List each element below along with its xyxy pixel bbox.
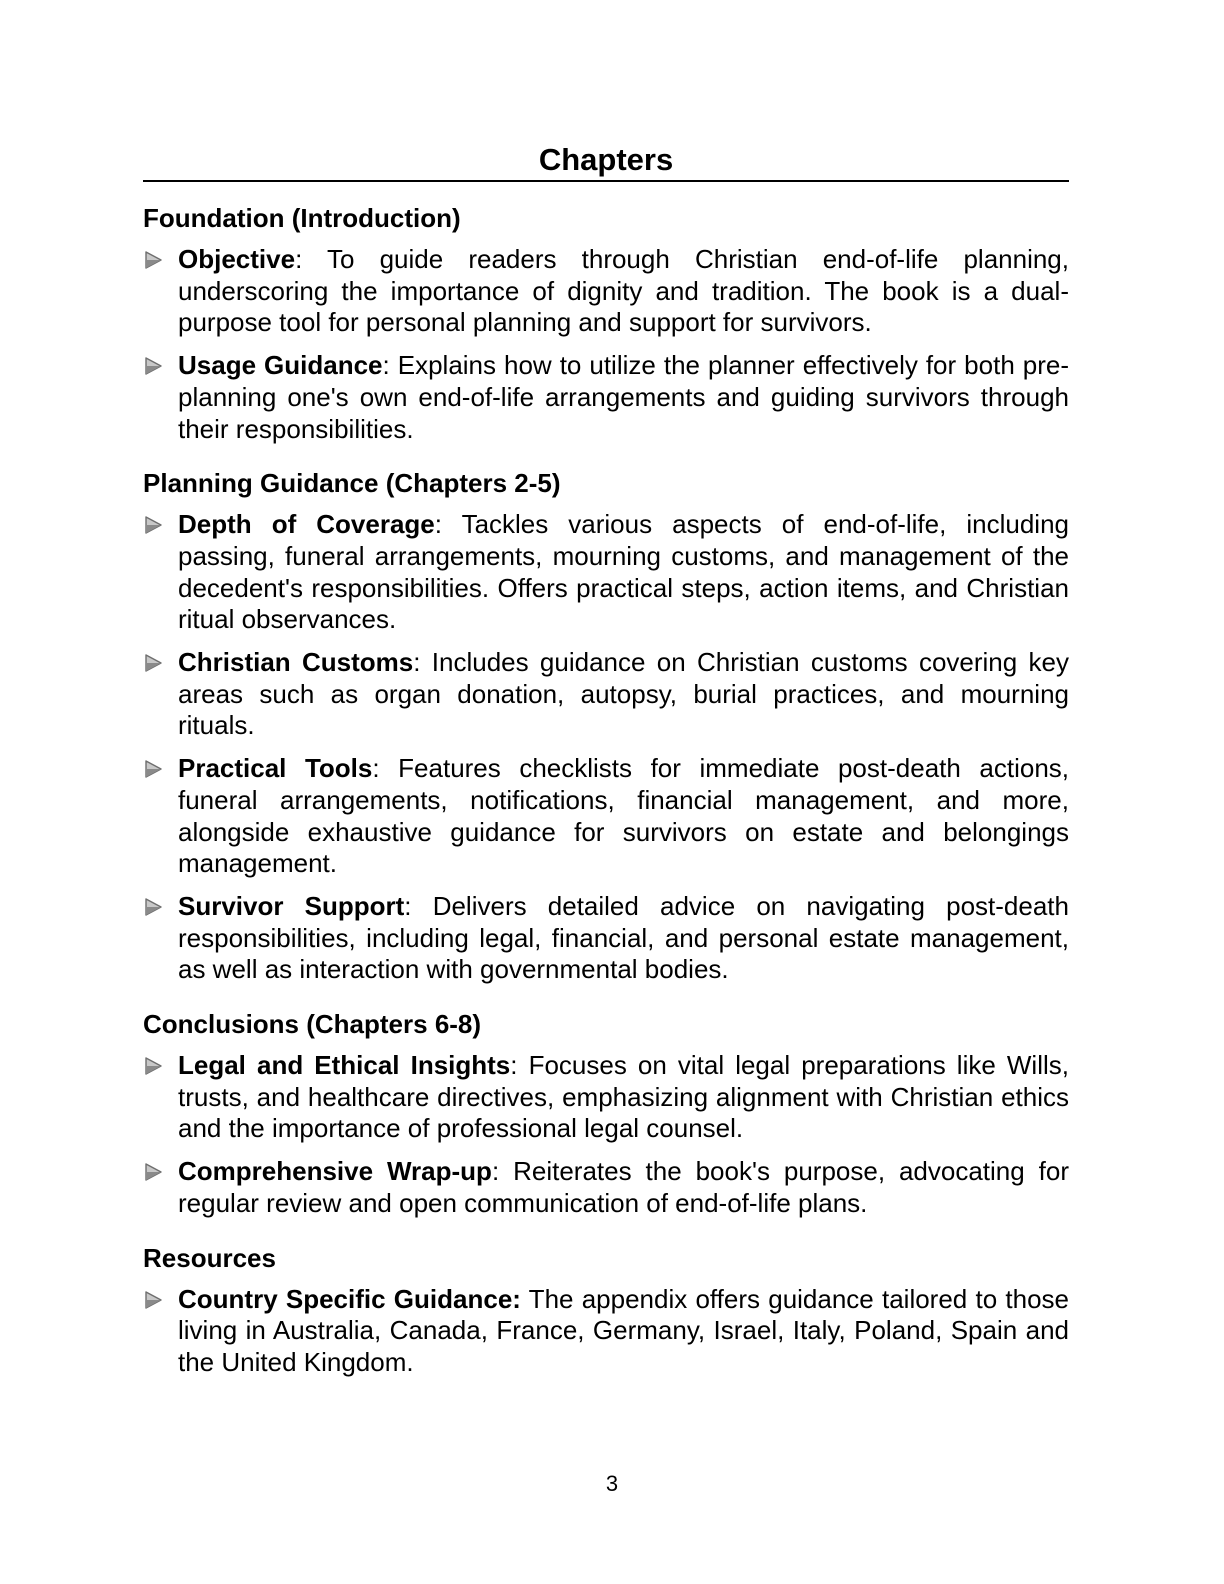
list-item xyxy=(143,1156,1069,1219)
item-description: Explains how to utilize the planner effectively for both pre-planning one's own end-of-life arrangements and guiding survivors through their responsibilities. xyxy=(178,350,1070,444)
chapter-section xyxy=(143,202,1069,445)
item-description: Features checklists for immediate post-death actions, funeral arrangements, notifications, financial management, and more, alongside exhaustive guidance for survivors on estate and belongings management. xyxy=(178,753,1070,879)
page-content xyxy=(143,140,1069,1401)
chapter-section xyxy=(143,1242,1069,1379)
triangle-bullet-icon xyxy=(143,1056,163,1076)
item-description: The appendix offers guidance tailored to those living in Australia, Canada, France, Germany, Israel, Italy, Poland, Spain and the United Kingdom. xyxy=(178,1283,1069,1377)
item-description: Delivers detailed advice on navigating post-death responsibilities, including legal, financial, and personal estate management, as well as interaction with governmental bodies. xyxy=(178,890,1069,985)
item-term: Objective xyxy=(178,244,296,274)
triangle-bullet-icon xyxy=(143,356,163,376)
item-separator: : xyxy=(510,1050,518,1081)
item-term: Depth of Coverage xyxy=(178,509,435,540)
list-item xyxy=(143,753,1069,880)
item-description: Includes guidance on Christian customs covering key areas such as organ donation, autopsy, burial practices, and mourning rituals. xyxy=(178,647,1069,741)
triangle-bullet-icon xyxy=(143,250,163,270)
list-item xyxy=(143,1050,1069,1145)
item-description: Focuses on vital legal preparations like Wills, trusts, and healthcare directives, emphasizing alignment with Christian ethics and the importance of professional legal counsel. xyxy=(178,1050,1069,1144)
list-item xyxy=(143,509,1069,636)
list-item xyxy=(143,1284,1069,1379)
item-separator: : xyxy=(382,350,390,381)
page-number: 3 xyxy=(605,1471,619,1496)
chapter-section xyxy=(143,467,1069,986)
item-term: Survivor Support xyxy=(178,890,405,921)
item-description: To guide readers through Christian end-of-life planning, underscoring the importance of dignity and tradition. The book is a dual-purpose tool for personal planning and support for survivors. xyxy=(178,244,1069,338)
section-heading: Planning Guidance (Chapters 2-5) xyxy=(143,468,561,499)
item-term: Christian Customs xyxy=(178,647,414,678)
section-heading: Conclusions (Chapters 6-8) xyxy=(143,1009,482,1040)
chapter-section xyxy=(143,1008,1069,1220)
list-item xyxy=(143,891,1069,986)
item-term: Country Specific Guidance: xyxy=(178,1283,521,1314)
item-separator: : xyxy=(413,647,421,678)
item-term: Usage Guidance xyxy=(178,350,383,381)
section-heading: Resources xyxy=(143,1242,276,1273)
item-separator: : xyxy=(491,1156,500,1187)
section-heading: Foundation (Introduction) xyxy=(143,203,461,233)
triangle-bullet-icon xyxy=(143,759,163,779)
triangle-bullet-icon xyxy=(143,897,163,917)
list-item xyxy=(143,244,1069,339)
triangle-bullet-icon xyxy=(143,1290,163,1310)
item-term: Legal and Ethical Insights xyxy=(178,1050,511,1081)
item-term: Comprehensive Wrap-up xyxy=(178,1156,492,1187)
list-item xyxy=(143,647,1069,742)
page-title: Chapters xyxy=(143,140,1069,182)
chapter-sections xyxy=(143,202,1069,1379)
item-separator: : xyxy=(434,509,442,540)
item-separator: : xyxy=(404,890,412,921)
item-description: Reiterates the book's purpose, advocating for regular review and open communication of end-of-life plans. xyxy=(178,1156,1069,1218)
triangle-bullet-icon xyxy=(143,653,163,673)
item-separator: : xyxy=(372,753,380,784)
item-term: Practical Tools xyxy=(178,753,373,784)
item-description: Tackles various aspects of end-of-life, including passing, funeral arrangements, mourning customs, and management of the decedent's responsibilities. Offers practical steps, action items, and Christian ritual observances. xyxy=(178,509,1069,635)
triangle-bullet-icon xyxy=(143,1162,163,1182)
list-item xyxy=(143,350,1069,445)
item-separator: : xyxy=(295,244,303,274)
triangle-bullet-icon xyxy=(143,515,163,535)
